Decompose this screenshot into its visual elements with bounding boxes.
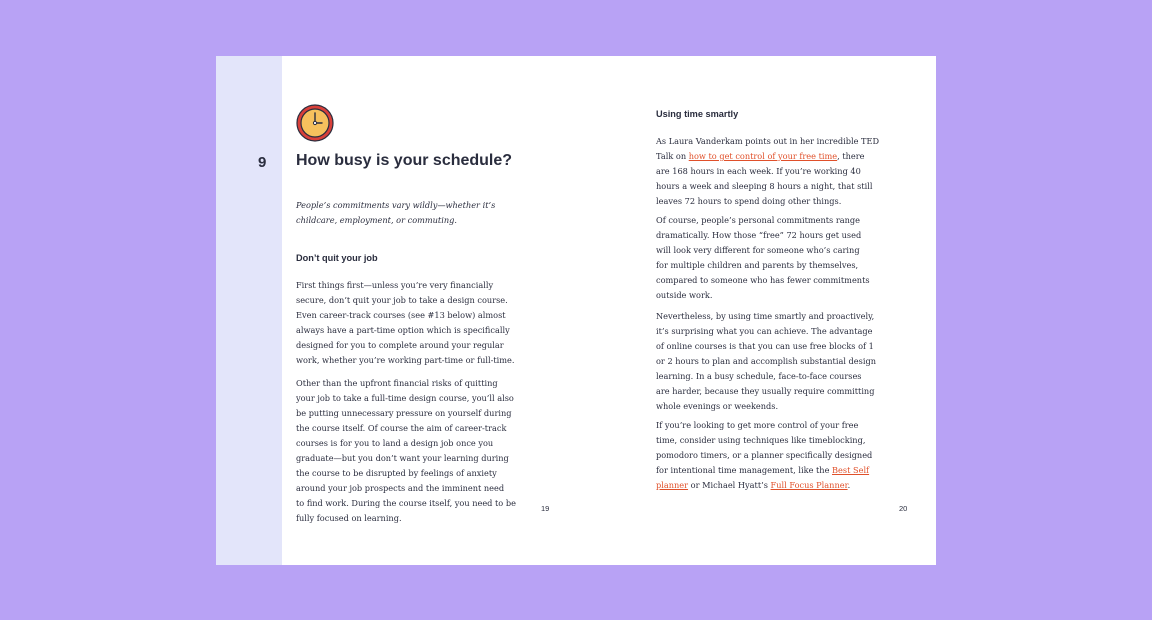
text-line: it’s surprising what you can achieve. The advantage [656, 326, 873, 336]
text-line: As Laura Vanderkam points out in her incredible TED [656, 136, 880, 146]
chapter-title: How busy is your schedule? [296, 152, 513, 169]
text-line: the course to be disrupted by feelings of anxiety [296, 468, 497, 478]
left-margin-band [216, 56, 282, 565]
text-line: around your job prospects and the imminent need [296, 483, 505, 493]
page-number-left: 19 [541, 504, 550, 513]
text-line: designed for you to complete around your regular [296, 340, 504, 350]
text-line [656, 463, 872, 478]
text-line: Other than the upfront financial risks of quitting [296, 378, 498, 388]
text-line: outside work. [656, 290, 713, 300]
text-line: learning. In a busy schedule, face-to-face courses [656, 371, 862, 381]
text-line: are harder, because they usually require committing [656, 386, 875, 396]
text-line: time, consider using techniques like timeblocking, [656, 435, 866, 445]
text-line: graduate—but you don’t want your learning during [296, 453, 509, 463]
text-line: Of course, people’s personal commitments range [656, 215, 861, 225]
text-line: fully focused on learning. [296, 513, 402, 523]
clock-icon [296, 104, 334, 142]
link-free-time-talk[interactable]: how to get control of your free time [688, 151, 838, 161]
text-fragment: or Michael Hyatt’s [688, 480, 771, 490]
text-line: always have a part-time option which is specifically [296, 325, 510, 335]
chapter-number: 9 [258, 154, 267, 171]
text-line: to find work. During the course itself, you need to be [296, 498, 516, 508]
text-line: your job to take a full-time design course, you’ll also [296, 393, 514, 403]
intro-line: childcare, employment, or commuting. [296, 215, 457, 225]
text-line: Nevertheless, by using time smartly and proactively, [656, 311, 875, 321]
text-line: whole evenings or weekends. [656, 401, 779, 411]
text-fragment: Talk on [656, 151, 689, 161]
text-line: secure, don’t quit your job to take a design course. [296, 295, 508, 305]
text-line: be putting unnecessary pressure on yourself during [296, 408, 512, 418]
intro-line: People’s commitments vary wildly—whether it’s [296, 200, 496, 210]
text-line: dramatically. How those “free” 72 hours get used [656, 230, 862, 240]
text-line: or 2 hours to plan and accomplish substantial design [656, 356, 876, 366]
paragraph-using-time-1 [656, 134, 879, 209]
text-fragment: for intentional time management, like the [656, 465, 833, 475]
paragraph-dont-quit-2 [296, 376, 516, 526]
text-line: First things first—unless you’re very financially [296, 280, 494, 290]
text-line: hours a week and sleeping 8 hours a night, that still [656, 181, 873, 191]
text-line [656, 478, 872, 493]
text-line: Even career-track courses (see #13 below) almost [296, 310, 506, 320]
text-line [656, 149, 879, 164]
text-line: will look very different for someone who’s caring [656, 245, 860, 255]
text-fragment: , there [837, 151, 865, 161]
link-full-focus-planner[interactable]: Full Focus Planner [770, 480, 848, 490]
book-spread [216, 56, 936, 565]
link-best-self-planner[interactable]: Best Self [832, 465, 870, 475]
text-line: for multiple children and parents by themselves, [656, 260, 859, 270]
text-line: are 168 hours in each week. If you’re working 40 [656, 166, 861, 176]
paragraph-using-time-4 [656, 418, 872, 493]
page-number-right: 20 [899, 504, 908, 513]
link-best-self-planner-cont[interactable]: planner [656, 480, 689, 490]
section-heading-using-time: Using time smartly [656, 109, 739, 119]
text-line: courses is for you to land a design job once you [296, 438, 494, 448]
intro-text [296, 198, 496, 228]
section-heading-dont-quit: Don’t quit your job [296, 253, 378, 263]
text-line: leaves 72 hours to spend doing other things. [656, 196, 842, 206]
text-line: compared to someone who has fewer commitments [656, 275, 870, 285]
text-line: of online courses is that you can use free blocks of 1 [656, 341, 874, 351]
paragraph-dont-quit-1 [296, 278, 515, 368]
text-line: work, whether you’re working part-time or full-time. [296, 355, 515, 365]
paragraph-using-time-3 [656, 309, 876, 414]
text-fragment: . [847, 480, 851, 490]
text-line: If you’re looking to get more control of your free [656, 420, 859, 430]
text-line: the course itself. Of course the aim of career-track [296, 423, 507, 433]
text-line: pomodoro timers, or a planner specifically designed [656, 450, 873, 460]
paragraph-using-time-2 [656, 213, 870, 303]
